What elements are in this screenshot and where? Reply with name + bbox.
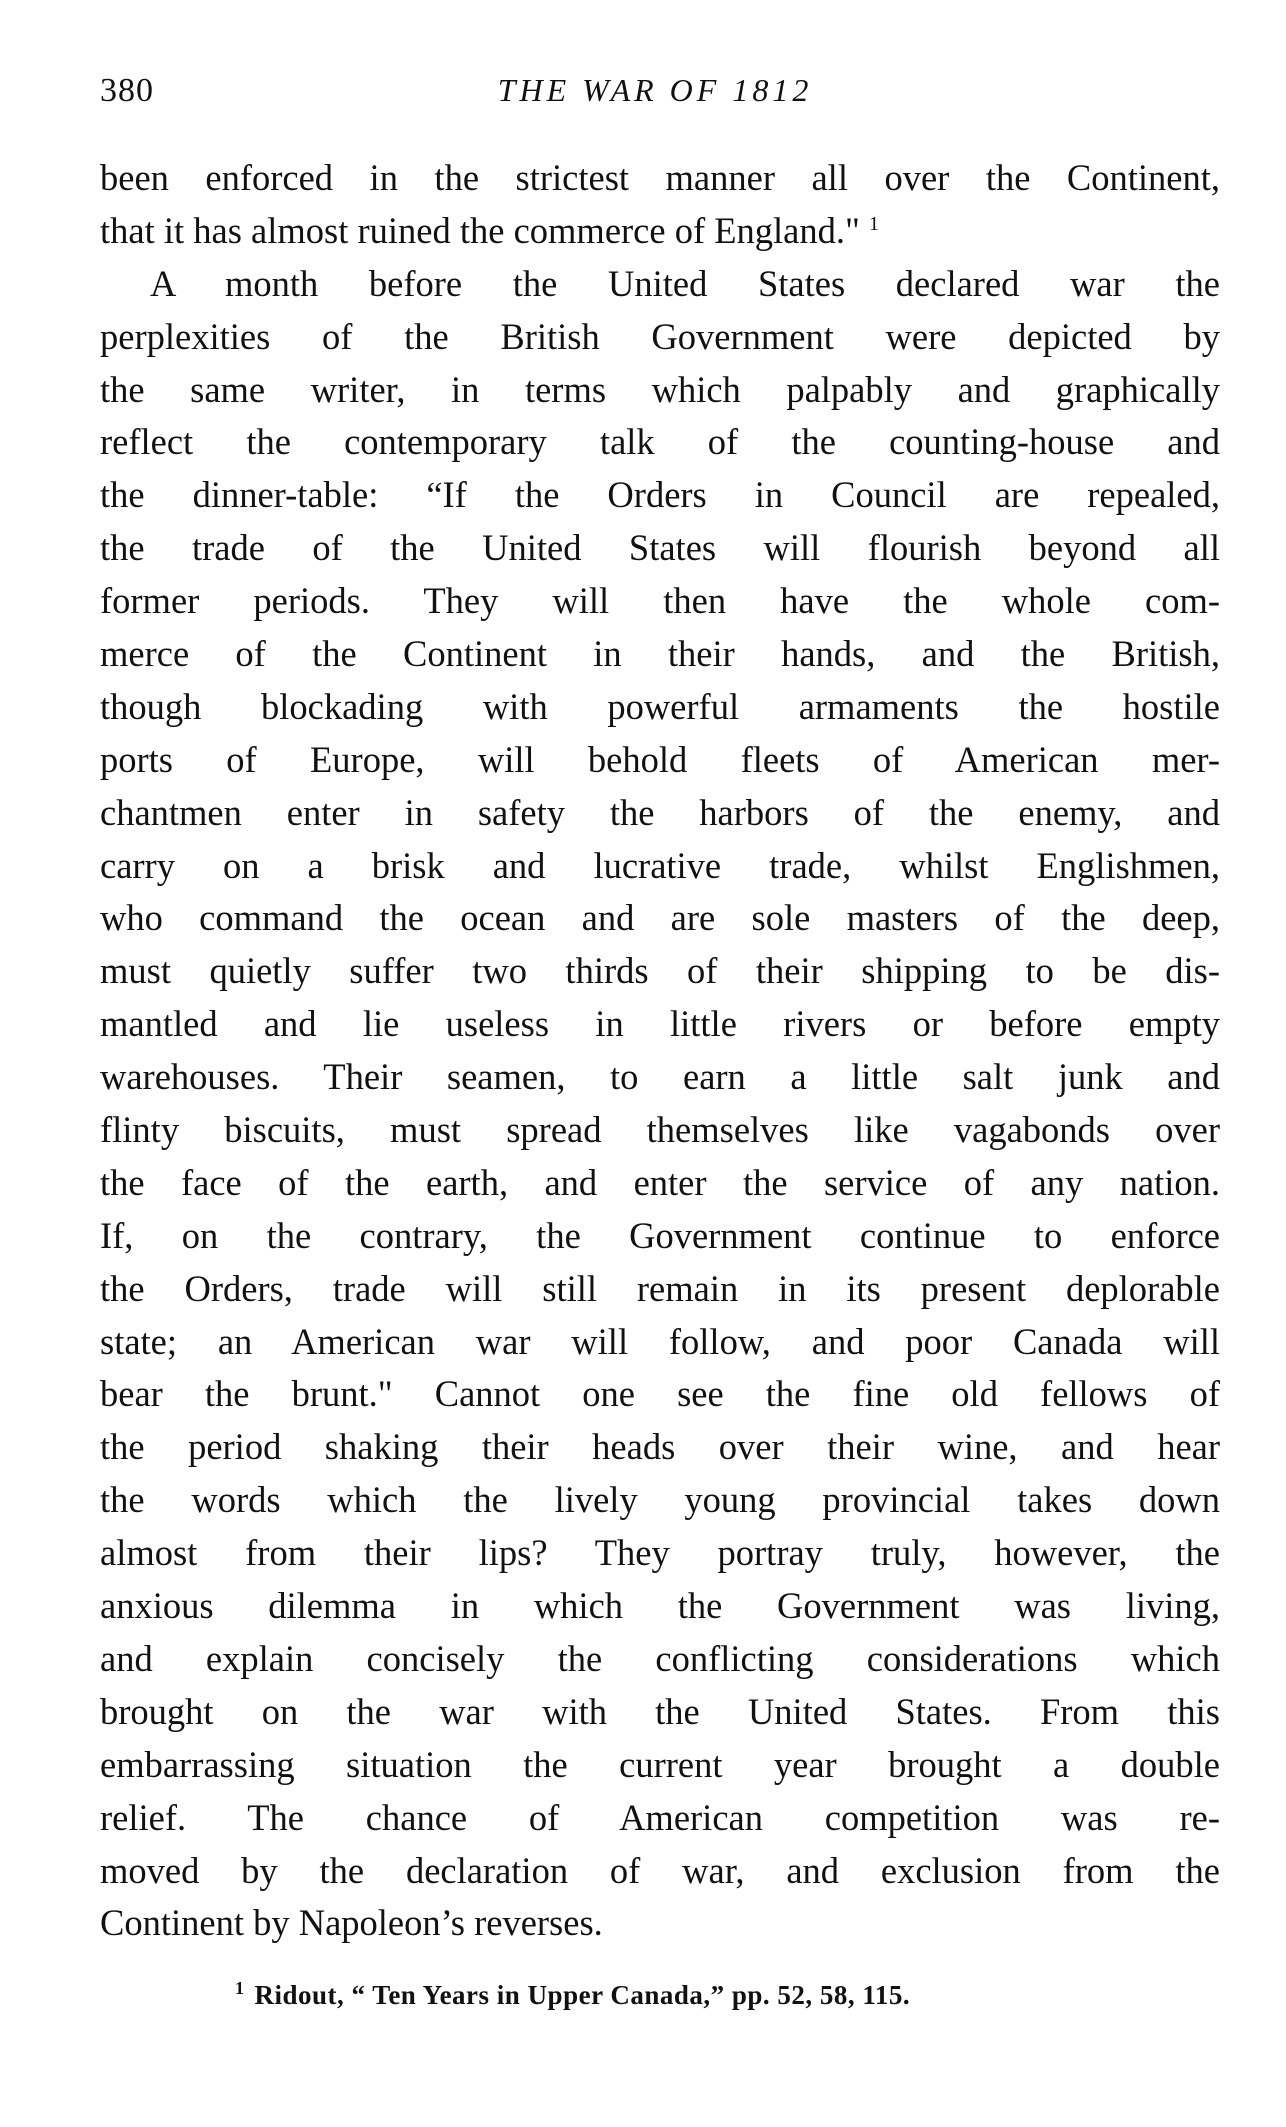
text-line: Continent by Napoleon’s reverses. xyxy=(100,1902,603,1944)
text-line: the Orders, trade will still remain in its present deplorable xyxy=(100,1267,1220,1309)
text-line: and explain concisely the conflicting considerations which xyxy=(100,1637,1220,1679)
text-line: the trade of the United States will flourish beyond all xyxy=(100,527,1220,569)
text-line: must quietly suffer two thirds of their shipping to be dis- xyxy=(100,950,1220,992)
text-line: the dinner-table: “If the Orders in Council are repealed, xyxy=(100,474,1220,516)
page-header xyxy=(100,72,1210,122)
footnote-marker: 1 xyxy=(235,1978,245,1998)
text-line: ports of Europe, will behold fleets of American mer- xyxy=(100,738,1220,780)
footnote-reference: 1 xyxy=(869,212,880,235)
text-line: the words which the lively young provincial takes down xyxy=(100,1479,1220,1521)
footnote xyxy=(235,1980,1135,2011)
text-line: mantled and lie useless in little rivers or before empty xyxy=(100,1003,1220,1045)
text-line: former periods. They will then have the whole com- xyxy=(100,580,1220,622)
text-line: embarrassing situation the current year brought a double xyxy=(100,1743,1220,1785)
paragraph-first-line: A month before the United States declared war the xyxy=(150,262,1220,304)
text-line: the face of the earth, and enter the service of any nation. xyxy=(100,1161,1220,1203)
text-line: been enforced in the strictest manner all over the Continent, xyxy=(100,157,1220,198)
page-number: 380 xyxy=(100,72,154,109)
running-title: THE WAR OF 1812 xyxy=(497,72,813,108)
body-text xyxy=(100,152,1220,1950)
text-line: carry on a brisk and lucrative trade, whilst Englishmen, xyxy=(100,844,1220,886)
text-line: perplexities of the British Government were depicted by xyxy=(100,315,1220,357)
text-line: warehouses. Their seamen, to earn a little salt junk and xyxy=(100,1056,1220,1098)
text-line: the same writer, in terms which palpably and graphically xyxy=(100,368,1220,410)
text-line: anxious dilemma in which the Government was living, xyxy=(100,1585,1220,1627)
text-line: reflect the contemporary talk of the counting-house and xyxy=(100,421,1220,463)
text-line: relief. The chance of American competition was re- xyxy=(100,1796,1220,1838)
text-line: If, on the contrary, the Government continue to enforce xyxy=(100,1214,1220,1256)
text-line: chantmen enter in safety the harbors of the enemy, and xyxy=(100,791,1220,833)
text-line: state; an American war will follow, and poor Canada will xyxy=(100,1320,1220,1362)
text-line: moved by the declaration of war, and exclusion from the xyxy=(100,1849,1220,1891)
footnote-text: Ridout, “ Ten Years in Upper Canada,” pp. 52, 58, 115. xyxy=(254,1980,911,2010)
text-line: flinty biscuits, must spread themselves like vagabonds over xyxy=(100,1109,1220,1151)
text-line: the period shaking their heads over their wine, and hear xyxy=(100,1426,1220,1468)
text-line: who command the ocean and are sole masters of the deep, xyxy=(100,897,1220,939)
text-line: brought on the war with the United States. From this xyxy=(100,1690,1220,1732)
text-line: though blockading with powerful armaments the hostile xyxy=(100,685,1220,727)
text-line: almost from their lips? They portray truly, however, the xyxy=(100,1532,1220,1574)
text-line: bear the brunt." Cannot one see the fine old fellows of xyxy=(100,1373,1220,1415)
text-line: merce of the Continent in their hands, and the British, xyxy=(100,633,1220,675)
text-line: that it has almost ruined the commerce of England." $^1$ xyxy=(100,209,880,251)
